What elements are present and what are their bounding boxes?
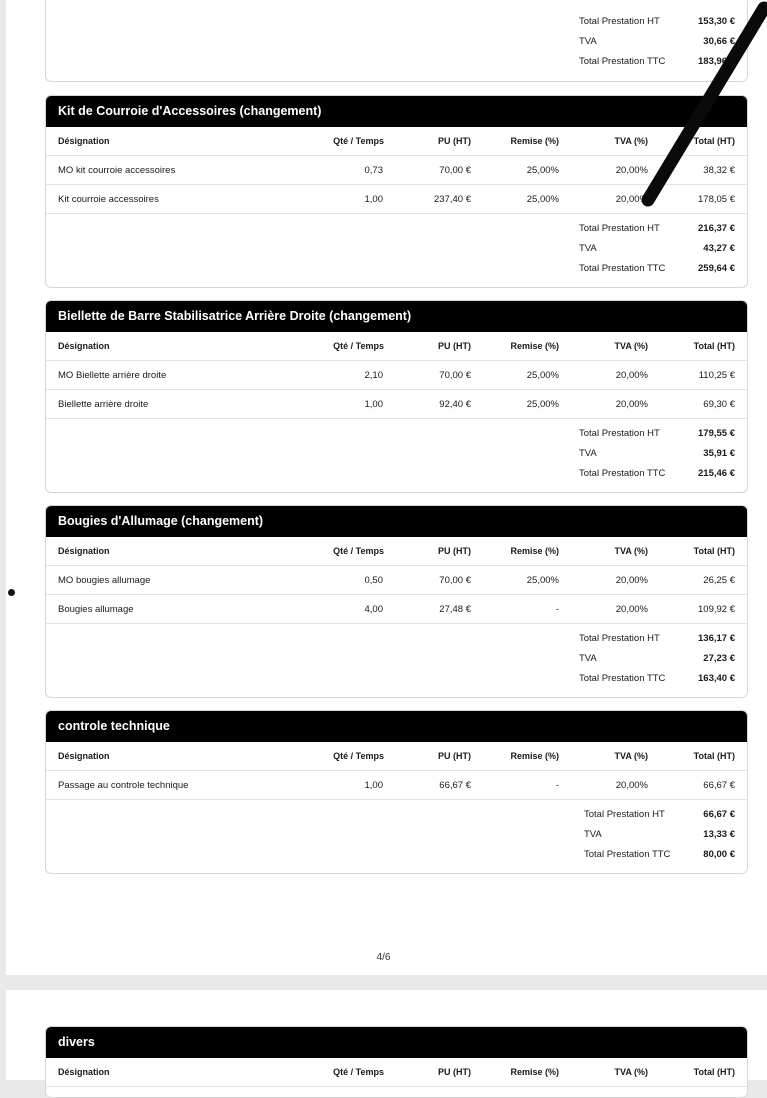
col-total: Total (HT) bbox=[693, 546, 735, 556]
col-qte: Qté / Temps bbox=[333, 136, 384, 146]
cell-total: 110,25 € bbox=[698, 370, 735, 381]
col-pu: PU (HT) bbox=[438, 341, 471, 351]
cell-pu: 27,48 € bbox=[439, 604, 471, 615]
col-remise: Remise (%) bbox=[510, 1067, 559, 1077]
cell-tva: 20,00% bbox=[615, 165, 648, 176]
total-ht-label: Total Prestation HT bbox=[579, 633, 660, 644]
table-header-row bbox=[46, 127, 747, 156]
col-designation: Désignation bbox=[58, 546, 110, 556]
cell-total: 178,05 € bbox=[698, 194, 735, 205]
section-title: controle technique bbox=[46, 711, 747, 742]
col-pu: PU (HT) bbox=[438, 1067, 471, 1077]
section-controle-technique bbox=[45, 710, 748, 874]
prev-total-ttc-value: 183,96 € bbox=[698, 56, 735, 67]
prev-total-tva-label: TVA bbox=[579, 36, 597, 47]
cell-remise: 25,00% bbox=[526, 575, 559, 586]
total-ht bbox=[579, 222, 735, 236]
cell-designation: Bougies allumage bbox=[58, 604, 134, 615]
cell-remise: - bbox=[555, 780, 559, 791]
col-pu: PU (HT) bbox=[438, 546, 471, 556]
section-totals bbox=[46, 214, 747, 287]
cell-total: 69,30 € bbox=[703, 399, 735, 410]
total-tva-value: 27,23 € bbox=[703, 653, 735, 664]
col-tva: TVA (%) bbox=[614, 546, 648, 556]
cell-tva: 20,00% bbox=[615, 604, 648, 615]
total-ttc bbox=[584, 848, 735, 862]
col-qte: Qté / Temps bbox=[333, 341, 384, 351]
cell-pu: 70,00 € bbox=[439, 165, 471, 176]
section-divers bbox=[45, 1026, 748, 1098]
cell-designation: MO Biellette arrière droite bbox=[58, 370, 167, 381]
cell-pu: 92,40 € bbox=[439, 399, 471, 410]
table-header-row bbox=[46, 742, 747, 771]
cell-designation: MO bougies allumage bbox=[58, 575, 151, 586]
total-tva-value: 13,33 € bbox=[703, 829, 735, 840]
section-totals bbox=[46, 800, 747, 873]
table-row bbox=[46, 566, 747, 595]
cell-remise: 25,00% bbox=[526, 165, 559, 176]
total-tva-label: TVA bbox=[579, 653, 597, 664]
total-ttc-label: Total Prestation TTC bbox=[584, 849, 671, 860]
total-tva-label: TVA bbox=[584, 829, 602, 840]
table-row bbox=[46, 156, 747, 185]
table-row bbox=[46, 390, 747, 419]
col-qte: Qté / Temps bbox=[333, 751, 384, 761]
cell-pu: 66,67 € bbox=[439, 780, 471, 791]
col-pu: PU (HT) bbox=[438, 751, 471, 761]
col-total: Total (HT) bbox=[693, 341, 735, 351]
cell-total: 26,25 € bbox=[703, 575, 735, 586]
cell-total: 66,67 € bbox=[703, 780, 735, 791]
table-row bbox=[46, 595, 747, 624]
prev-total-ht-value: 153,30 € bbox=[698, 16, 735, 27]
total-ht-value: 136,17 € bbox=[698, 633, 735, 644]
col-tva: TVA (%) bbox=[614, 341, 648, 351]
section-title: divers bbox=[46, 1027, 747, 1058]
cell-qte: 4,00 bbox=[364, 604, 383, 615]
cell-tva: 20,00% bbox=[615, 370, 648, 381]
total-ttc-value: 259,64 € bbox=[698, 263, 735, 274]
prev-total-tva-value: 30,66 € bbox=[703, 36, 735, 47]
total-ttc-value: 80,00 € bbox=[703, 849, 735, 860]
cell-qte: 0,73 bbox=[364, 165, 383, 176]
total-tva bbox=[579, 242, 735, 256]
cell-designation: Passage au controle technique bbox=[58, 780, 189, 791]
cell-designation: Biellette arrière droite bbox=[58, 399, 149, 410]
total-ttc-label: Total Prestation TTC bbox=[579, 673, 666, 684]
col-remise: Remise (%) bbox=[510, 136, 559, 146]
cell-qte: 1,00 bbox=[364, 194, 383, 205]
col-remise: Remise (%) bbox=[510, 751, 559, 761]
prev-total-ht-label: Total Prestation HT bbox=[579, 16, 660, 27]
total-ht bbox=[579, 632, 735, 646]
cell-total: 109,92 € bbox=[698, 604, 735, 615]
table-row bbox=[46, 185, 747, 214]
col-designation: Désignation bbox=[58, 136, 110, 146]
cell-designation: MO kit courroie accessoires bbox=[58, 165, 176, 176]
section-bougies bbox=[45, 505, 748, 698]
table-header-row bbox=[46, 332, 747, 361]
total-tva-value: 43,27 € bbox=[703, 243, 735, 254]
total-ht-value: 216,37 € bbox=[698, 223, 735, 234]
total-ht bbox=[584, 808, 735, 822]
prev-section-card bbox=[45, 0, 748, 82]
section-kit-courroie bbox=[45, 95, 748, 288]
section-biellette bbox=[45, 300, 748, 493]
cell-remise: 25,00% bbox=[526, 399, 559, 410]
total-ttc bbox=[579, 262, 735, 276]
cell-remise: - bbox=[555, 604, 559, 615]
total-ttc-value: 215,46 € bbox=[698, 468, 735, 479]
cell-remise: 25,00% bbox=[526, 194, 559, 205]
cell-designation: Kit courroie accessoires bbox=[58, 194, 159, 205]
col-total: Total (HT) bbox=[693, 1067, 735, 1077]
cell-qte: 1,00 bbox=[364, 780, 383, 791]
cell-pu: 70,00 € bbox=[439, 370, 471, 381]
total-tva-value: 35,91 € bbox=[703, 448, 735, 459]
total-ht-label: Total Prestation HT bbox=[579, 428, 660, 439]
table-header-row bbox=[46, 1058, 747, 1087]
table-header-row bbox=[46, 537, 747, 566]
section-title: Bougies d'Allumage (changement) bbox=[46, 506, 747, 537]
section-totals bbox=[46, 624, 747, 697]
col-designation: Désignation bbox=[58, 341, 110, 351]
col-designation: Désignation bbox=[58, 1067, 110, 1077]
cell-remise: 25,00% bbox=[526, 370, 559, 381]
cell-tva: 20,00% bbox=[615, 399, 648, 410]
cell-tva: 20,00% bbox=[615, 575, 648, 586]
prev-total-ttc-label: Total Prestation TTC bbox=[579, 56, 666, 67]
total-ttc bbox=[579, 672, 735, 686]
total-tva bbox=[579, 447, 735, 461]
total-ttc-label: Total Prestation TTC bbox=[579, 263, 666, 274]
total-ttc-label: Total Prestation TTC bbox=[579, 468, 666, 479]
cell-pu: 237,40 € bbox=[434, 194, 471, 205]
cell-tva: 20,00% bbox=[615, 194, 648, 205]
col-qte: Qté / Temps bbox=[333, 546, 384, 556]
cell-qte: 2,10 bbox=[364, 370, 383, 381]
col-total: Total (HT) bbox=[693, 751, 735, 761]
col-designation: Désignation bbox=[58, 751, 110, 761]
total-ht-value: 179,55 € bbox=[698, 428, 735, 439]
cell-qte: 0,50 bbox=[364, 575, 383, 586]
total-ht-value: 66,67 € bbox=[703, 809, 735, 820]
col-tva: TVA (%) bbox=[614, 136, 648, 146]
section-title: Biellette de Barre Stabilisatrice Arrière Droite (changement) bbox=[46, 301, 747, 332]
total-tva bbox=[579, 652, 735, 666]
total-ht-label: Total Prestation HT bbox=[579, 223, 660, 234]
cell-qte: 1,00 bbox=[364, 399, 383, 410]
col-remise: Remise (%) bbox=[510, 546, 559, 556]
prev-total-ttc bbox=[579, 55, 735, 69]
total-tva-label: TVA bbox=[579, 243, 597, 254]
total-ht-label: Total Prestation HT bbox=[584, 809, 665, 820]
cell-total: 38,32 € bbox=[703, 165, 735, 176]
col-remise: Remise (%) bbox=[510, 341, 559, 351]
total-ht bbox=[579, 427, 735, 441]
cell-pu: 70,00 € bbox=[439, 575, 471, 586]
col-tva: TVA (%) bbox=[614, 1067, 648, 1077]
table-row bbox=[46, 771, 747, 800]
col-total: Total (HT) bbox=[693, 136, 735, 146]
page-number: 4/6 bbox=[376, 952, 391, 963]
total-ttc-value: 163,40 € bbox=[698, 673, 735, 684]
col-tva: TVA (%) bbox=[614, 751, 648, 761]
section-totals bbox=[46, 419, 747, 492]
section-title: Kit de Courroie d'Accessoires (changement) bbox=[46, 96, 747, 127]
prev-total-tva bbox=[579, 35, 735, 49]
prev-total-ht bbox=[579, 15, 735, 29]
total-ttc bbox=[579, 467, 735, 481]
col-pu: PU (HT) bbox=[438, 136, 471, 146]
table-row bbox=[46, 361, 747, 390]
col-qte: Qté / Temps bbox=[333, 1067, 384, 1077]
bullet-mark bbox=[8, 589, 15, 596]
total-tva-label: TVA bbox=[579, 448, 597, 459]
cell-tva: 20,00% bbox=[615, 780, 648, 791]
total-tva bbox=[584, 828, 735, 842]
